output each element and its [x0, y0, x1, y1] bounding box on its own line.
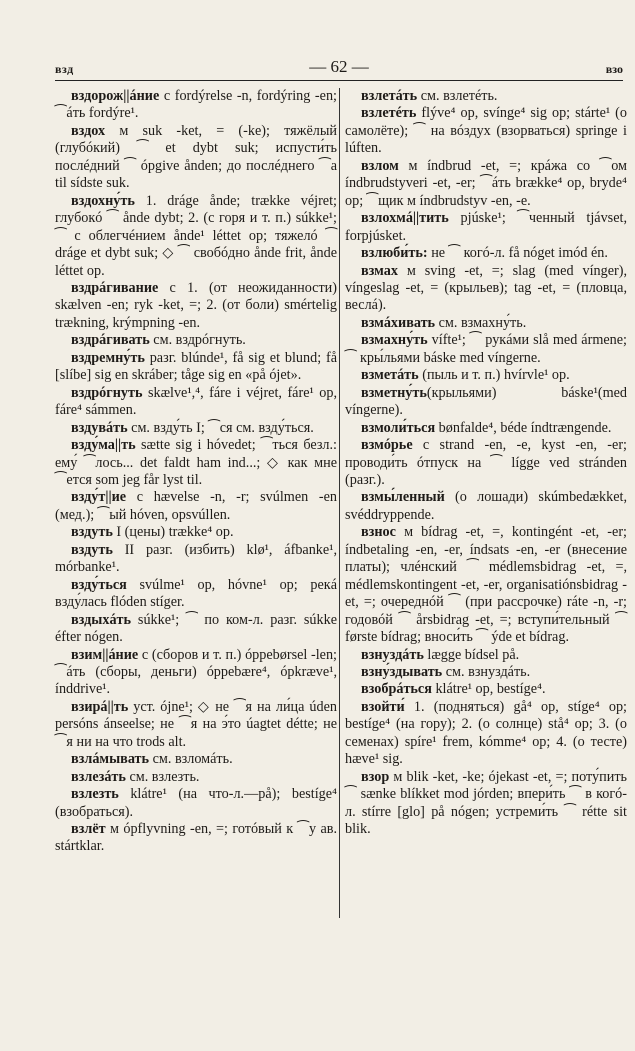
dictionary-entry: [55, 489, 337, 524]
dictionary-entry: [345, 245, 627, 262]
definition: pjúske¹; ⁀ченный tjávset, forpjúsket.: [345, 210, 627, 244]
dictionary-entry: [55, 577, 337, 612]
definition: 1. (подняться) gå⁴ op, stíge⁴ op; bestíge⁴ (на гору); 2. (о солнце) stå⁴ op; 3. (о семенах) spíre¹ frem, kómme⁴ op; 4. (о тесте) hæve¹ sig.: [345, 698, 627, 768]
dictionary-entry: [55, 612, 337, 647]
definition: м sving -et, =; slag (med vínger), víngeslag -et, = (крыльев); tag -et, = (пловца, веслá).: [345, 262, 627, 314]
headword: взлом: [361, 157, 399, 174]
dictionary-entry: [55, 751, 337, 768]
headword: вздрáгивать: [71, 332, 150, 349]
definition: klátre¹ (на что-л.—på); bestíge⁴ (взобраться).: [55, 786, 337, 820]
dictionary-entry: [345, 647, 627, 664]
dictionary-entry: [345, 88, 627, 105]
definition: I (цены) trække⁴ op.: [112, 524, 234, 541]
dictionary-entry: [55, 123, 337, 193]
headword: вздуть: [71, 541, 113, 558]
definition: skælve¹,⁴, fáre i véjret, fáre¹ op, fáre⁴ sámmen.: [55, 384, 337, 419]
headword: взду́ма||ть: [71, 437, 136, 454]
headword: взим||áние: [71, 646, 139, 663]
dictionary-entry: [345, 489, 627, 524]
headword: взнуздáть: [361, 646, 424, 663]
definition: bønfalde⁴, béde índtrængende.: [435, 419, 612, 436]
page-header: [55, 56, 623, 81]
dictionary-entry: [345, 769, 627, 839]
headword: взметну́ть: [361, 384, 427, 401]
left-column: [55, 88, 337, 856]
definition: не ⁀ когó-л. få nóget imód én.: [427, 245, 608, 262]
headword: взду́ться: [71, 576, 127, 593]
headword: взлезáть: [71, 768, 126, 785]
dictionary-entry: [55, 88, 337, 123]
headword: взлáмывать: [71, 751, 150, 768]
headword: вздохну́ть: [71, 192, 135, 209]
dictionary-entry: [55, 437, 337, 489]
definition: см. взлезть.: [125, 768, 200, 785]
headword: взмóрье: [361, 437, 413, 454]
headword: взду́т||ие: [71, 489, 127, 506]
definition: (крыльями) báske¹(med víngerne).: [345, 384, 627, 419]
dictionary-entry: [345, 158, 627, 210]
definition: см. взнуздáть.: [442, 663, 531, 680]
dictionary-entry: [345, 263, 627, 315]
definition: см. взлетéть.: [417, 88, 498, 104]
dictionary-entry: [345, 315, 627, 332]
right-guide-word: взо: [605, 62, 623, 76]
column-divider: [339, 88, 340, 918]
dictionary-entry: [55, 280, 337, 332]
dictionary-entry: [345, 437, 627, 489]
definition: м ópflyvning -en, =; готóвый к ⁀у ав. stártklar.: [55, 821, 337, 855]
headword: взлёт: [71, 821, 106, 838]
headword: взойти́: [361, 698, 405, 715]
headword: взнос: [361, 524, 396, 541]
definition: см. взду́ть I; ⁀ся см. взду́ться.: [127, 419, 314, 436]
definition: уст. ójne¹; ◇ не ⁀я на ли́ца úden persóns ánseelse; не ⁀я на э́то úagtet détte; не ⁀я ни на что trods alt.: [55, 698, 337, 750]
headword: взмы́ленный: [361, 489, 445, 506]
definition: разг. blúnde¹, få sig et blund; få [slíbe] sig en skráber; tåge sig en «på ójet».: [55, 349, 337, 384]
headword: взлезть: [71, 786, 119, 803]
dictionary-entry: [55, 821, 337, 856]
dictionary-entry: [345, 385, 627, 420]
definition: c (сборов и т. п.) óppebørsel -len; ⁀áть (сборы, деньги) óppebære⁴, ópkræve¹, índdrive¹.: [55, 646, 337, 698]
definition: sætte sig i hóvedet; ⁀ться безл.: ему́ ⁀лось... det faldt ham ind...; ◇ как мне ⁀ется som jeg får lyst til.: [55, 437, 337, 488]
definition: klátre¹ op, bestíge⁴.: [431, 681, 546, 698]
definition: II разг. (избить) klø¹, áfbanke¹, mórbanke¹.: [55, 541, 337, 576]
dictionary-entry: [55, 332, 337, 349]
headword: взлетáть: [361, 88, 418, 104]
dictionary-entry: [345, 105, 627, 157]
dictionary-entry: [55, 699, 337, 751]
dictionary-entry: [55, 542, 337, 577]
definition: 1. dráge ånde; trække véjret; глубокó ⁀ ånde dybt; 2. (с горя и т. п.) súkke¹; ⁀ с облегчéнием ånde¹ léttet op; тяжелó ⁀ dráge et dybt suk; ◇ ⁀ свобóдно ånde frit, ånde léttet op.: [55, 192, 337, 279]
dictionary-entry: [345, 699, 627, 769]
definition: см. взмахну́ть.: [435, 314, 527, 331]
page-number: — 62 —: [309, 57, 369, 76]
definition: vífte¹; ⁀ рукáми slå med ármene; ⁀ кры́льями báske med víngerne.: [345, 332, 627, 366]
dictionary-entry: [345, 367, 627, 384]
dictionary-entry: [55, 420, 337, 437]
dictionary-entry: [345, 210, 627, 245]
headword: взирá||ть: [71, 698, 129, 715]
dictionary-entry: [55, 647, 337, 699]
right-column: [345, 88, 627, 838]
definition: м índbrud -et, =; крáжа со ⁀ом índbrudstyveri -et, -er; ⁀áть brække⁴ op, bryde⁴ op; ⁀щик м índbrudstyv -en, -e.: [345, 157, 627, 209]
definition: (о лошади) skúmbedækket, svéddryppende.: [345, 489, 627, 523]
headword: взор: [361, 768, 390, 785]
headword: взлохмá||тить: [361, 210, 449, 227]
dictionary-entry: [55, 350, 337, 385]
definition: м suk -ket, = (-ke); тяжёлый (глубóкий) ⁀ et dybt suk; испусти́ть послéдний ⁀ ópgive ånden; до послéднего ⁀а til sídste suk.: [55, 122, 337, 192]
headword: взмоли́ться: [361, 419, 436, 436]
dictionary-entry: [55, 524, 337, 541]
headword: вздуть: [71, 524, 113, 541]
definition: м blik -ket, -ke; ójekast -et, =; поту́пить ⁀ sænke blíkket mod jórden; впери́ть ⁀ в когó-л. stírre [glo] på nógen; устреми́ть ⁀ rétte sit blik.: [345, 768, 627, 838]
headword: взмах: [361, 262, 398, 279]
definition: см. вздрóгнуть.: [149, 332, 246, 349]
headword: вздорож||áние: [71, 88, 160, 104]
headword: вздыхáть: [71, 611, 132, 628]
definition: flýve⁴ op, svínge⁴ sig op; stárte¹ (о самолёте); ⁀ на вóздух (взорваться) springe i lúften.: [345, 105, 627, 157]
definition: (пыль и т. п.) hvírvle¹ op.: [418, 367, 570, 384]
headword: вздрáгивание: [71, 279, 159, 296]
headword: взмáхивать: [361, 314, 436, 331]
dictionary-entry: [345, 664, 627, 681]
definition: c hævelse -n, -r; svúlmen -en (мед.); ⁀ый hóven, opsvúllen.: [55, 489, 337, 523]
definition: c 1. (от неожиданности) skælven -en; ryk -ket, =; 2. (от боли) smértelig trækning, krýmpning -en.: [55, 279, 337, 331]
dictionary-entry: [345, 420, 627, 437]
headword: взобрáться: [361, 681, 432, 698]
dictionary-entry: [55, 786, 337, 821]
dictionary-entry: [345, 681, 627, 698]
headword: взмахну́ть: [361, 332, 428, 349]
headword: взну́здывать: [361, 663, 443, 680]
headword: взлетéть: [361, 105, 417, 122]
definition: см. взломáть.: [149, 751, 233, 768]
dictionary-entry: [55, 385, 337, 420]
definition: c fordýrelse -n, fordýring -en; ⁀áть fordýre¹.: [55, 88, 337, 122]
left-guide-word: взд: [55, 62, 74, 76]
headword: вздремну́ть: [71, 349, 145, 366]
definition: svúlme¹ op, hóvne¹ op; рекá взду́лась flóden stíger.: [55, 576, 337, 611]
headword: взлюби́ть:: [361, 245, 428, 262]
headword: вздрóгнуть: [71, 384, 143, 401]
headword: вздувáть: [71, 419, 128, 436]
definition: c strand -en, -e, kyst -en, -er; проводи́ть óтпуск на ⁀ lígge ved stránden (разг.).: [345, 437, 627, 488]
definition: lægge bídsel på.: [423, 646, 520, 663]
dictionary-entry: [345, 332, 627, 367]
definition: súkke¹; ⁀ по ком-л. разг. súkke éfter nógen.: [55, 611, 337, 646]
definition: м bídrag -et, =, kontingént -et, -er; índbetaling -en, -er, índsats -en, -er (внесение платы); члéнский ⁀ médlemsbidrag -et, =, médlemskontingent -et, -er, organisatiónsbidrag -et, =; очереднóй ⁀ (при рассрочке) ráte -n, -r; годовóй ⁀ årsbidrag -et, =; вступи́тельный ⁀ første bídrag; вноси́ть ⁀ ýde et bídrag.: [345, 524, 627, 646]
dictionary-entry: [55, 193, 337, 280]
dictionary-entry: [345, 524, 627, 646]
headword: взметáть: [361, 367, 419, 384]
headword: вздох: [71, 122, 106, 139]
dictionary-entry: [55, 769, 337, 786]
